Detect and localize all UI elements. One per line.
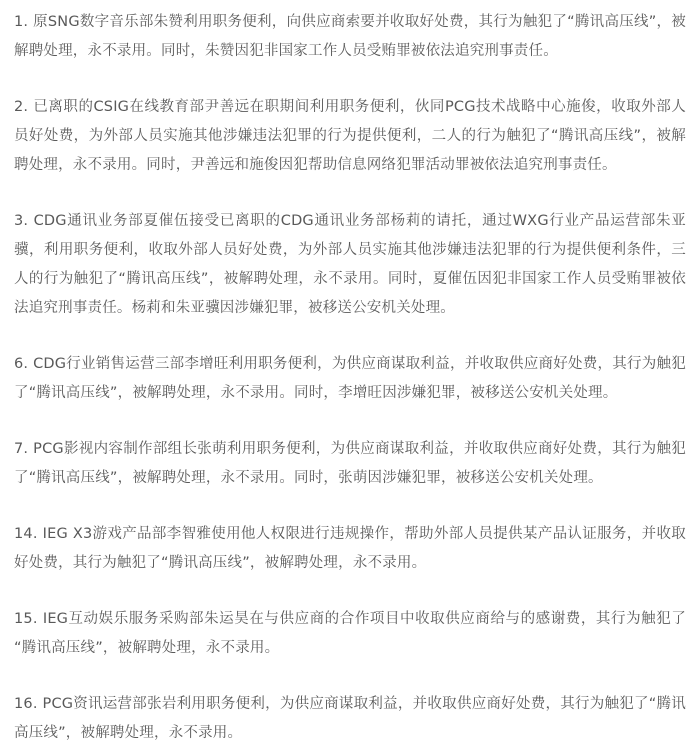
paragraph: 16. PCG资讯运营部张岩利用职务便利，为供应商谋取利益，并收取供应商好处费，其行为触犯了“腾讯高压线”，被解聘处理，永不录用。 bbox=[14, 696, 686, 741]
paragraph-list bbox=[14, 8, 686, 748]
paragraph: 3. CDG通讯业务部夏催伍接受已离职的CDG通讯业务部杨莉的请托，通过WXG行业产品运营部朱亚骥，利用职务便利，收取外部人员好处费，为外部人员实施其他涉嫌违法犯罪的行为提供便利条件，三人的行为触犯了“腾讯高压线”，被解聘处理，永不录用。同时，夏催伍因犯非国家工作人员受贿罪被依法追究刑事责任。杨莉和朱亚骥因涉嫌犯罪，被移送公安机关处理。 bbox=[14, 213, 686, 316]
paragraph: 14. IEG X3游戏产品部李智雅使用他人权限进行违规操作，帮助外部人员提供某产品认证服务，并收取好处费，其行为触犯了“腾讯高压线”，被解聘处理，永不录用。 bbox=[14, 526, 686, 571]
paragraph: 2. 已离职的CSIG在线教育部尹善远在职期间利用职务便利，伙同PCG技术战略中心施俊，收取外部人员好处费，为外部人员实施其他涉嫌违法犯罪的行为提供便利，二人的行为触犯了“腾讯高压线”，被解聘处理，永不录用。同时，尹善远和施俊因犯帮助信息网络犯罪活动罪被依法追究刑事责任。 bbox=[14, 99, 686, 173]
paragraph: 6. CDG行业销售运营三部李增旺利用职务便利，为供应商谋取利益，并收取供应商好处费，其行为触犯了“腾讯高压线”，被解聘处理，永不录用。同时，李增旺因涉嫌犯罪，被移送公安机关处理。 bbox=[14, 356, 686, 401]
paragraph: 1. 原SNG数字音乐部朱赞利用职务便利，向供应商索要并收取好处费，其行为触犯了“腾讯高压线”，被解聘处理，永不录用。同时，朱赞因犯非国家工作人员受贿罪被依法追究刑事责任。 bbox=[14, 14, 686, 59]
paragraph: 7. PCG影视内容制作部组长张萌利用职务便利，为供应商谋取利益，并收取供应商好处费，其行为触犯了“腾讯高压线”，被解聘处理，永不录用。同时，张萌因涉嫌犯罪，被移送公安机关处理。 bbox=[14, 441, 686, 486]
paragraph: 15. IEG互动娱乐服务采购部朱运昊在与供应商的合作项目中收取供应商给与的感谢费，其行为触犯了“腾讯高压线”，被解聘处理，永不录用。 bbox=[14, 611, 686, 656]
